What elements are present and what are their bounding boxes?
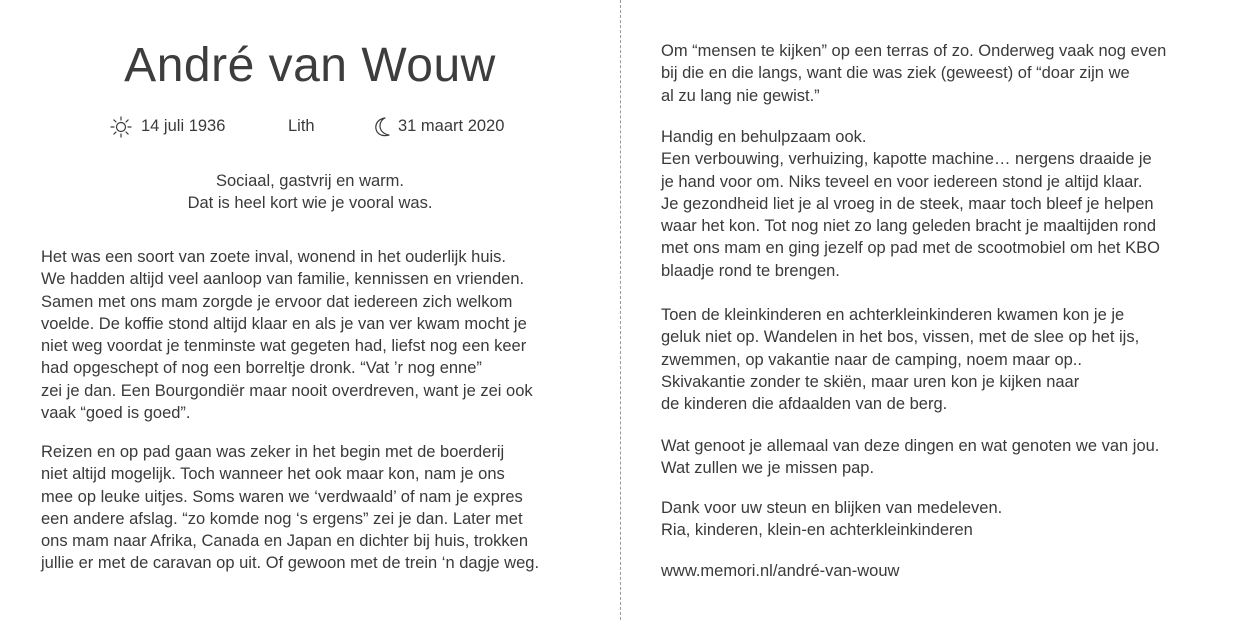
text-line: Dank voor uw steun en blijken van medeleven. — [661, 499, 1003, 517]
text-line: al zu lang nie gewist.” — [661, 86, 820, 105]
text-line: een andere afslag. “zo komde nog ‘s ergens” zei je dan. Later met — [41, 509, 523, 528]
text-line: Ria, kinderen, klein-en achterkleinkinderen — [661, 521, 973, 540]
text-line: voelde. De koffie stond altijd klaar en als je van ver kwam mocht je — [41, 314, 527, 333]
text-line: je hand voor om. Niks teveel en voor iedereen stond je altijd klaar. — [661, 172, 1143, 191]
deceased-name: André van Wouw — [124, 39, 496, 92]
paragraph-home — [41, 246, 533, 424]
paragraph-continued — [661, 40, 1166, 107]
birth-place: Lith — [288, 117, 315, 135]
text-line: geluk niet op. Wandelen in het bos, vissen, met de slee op het ijs, — [661, 328, 1140, 347]
life-dates — [0, 114, 620, 140]
text-line: zei je dan. Een Bourgondiër maar nooit overdreven, want je zei ook — [41, 381, 533, 400]
right-page — [622, 0, 1240, 620]
text-line: Om “mensen te kijken” op een terras of zo. Onderweg vaak nog even — [661, 42, 1167, 60]
text-line: bij die en die langs, want die was ziek (geweest) of “doar zijn we — [661, 64, 1130, 83]
text-line: niet weg voordat je tenminste wat gegeten had, liefst nog een keer — [41, 337, 527, 356]
text-line: mee op leuke uitjes. Soms waren we ‘verdwaald’ of nam je expres — [41, 487, 523, 506]
paragraph-miss — [661, 435, 1159, 480]
text-line: had opgeschept of nog een borreltje dronk. “Vat ’r nog enne” — [41, 359, 482, 378]
intro-line: Dat is heel kort wie je vooral was. — [187, 194, 433, 212]
text-line: Samen met ons mam zorgde je ervoor dat iedereen zich welkom — [41, 292, 513, 311]
text-line: We hadden altijd veel aanloop van familie, kennissen en vrienden. — [41, 270, 525, 289]
text-line: de kinderen die afdaalden van de berg. — [661, 395, 948, 414]
fold-divider — [620, 0, 621, 620]
death-date: 31 maart 2020 — [398, 117, 505, 135]
text-line: Handig en behulpzaam ook. — [661, 128, 867, 146]
text-line: Een verbouwing, verhuizing, kapotte machine… nergens draaide je — [661, 150, 1152, 169]
moon-icon — [372, 116, 392, 138]
intro-text — [0, 170, 620, 214]
intro-line: Sociaal, gastvrij en warm. — [216, 172, 404, 190]
text-line: Wat zullen we je missen pap. — [661, 459, 875, 478]
text-line: niet altijd mogelijk. Toch wanneer het ook maar kon, nam je ons — [41, 465, 505, 484]
text-line: Het was een soort van zoete inval, wonend in het ouderlijk huis. — [41, 248, 507, 266]
paragraph-thanks — [661, 497, 1002, 542]
text-line: ons mam naar Afrika, Canada en Japan en dichter bij huis, trokken — [41, 532, 529, 551]
paragraph-grandchildren — [661, 304, 1139, 415]
memorial-url — [661, 560, 899, 582]
paragraph-helpful — [661, 126, 1160, 282]
text-line: jullie er met de caravan op uit. Of gewoon met de trein ‘n dagje weg. — [41, 554, 540, 573]
text-line: met ons mam en ging jezelf op pad met de scootmobiel om het KBO — [661, 239, 1160, 258]
text-line: Reizen en op pad gaan was zeker in het begin met de boerderij — [41, 443, 505, 461]
text-line: zwemmen, op vakantie naar de camping, noem maar op.. — [661, 350, 1082, 369]
text-line: Toen de kleinkinderen en achterkleinkinderen kwamen kon je je — [661, 306, 1125, 324]
paragraph-travel — [41, 441, 539, 575]
text-line: blaadje rond te brengen. — [661, 261, 840, 280]
text-line: vaak “goed is goed”. — [41, 404, 191, 423]
text-line: Skivakantie zonder te skiën, maar uren kon je kijken naar — [661, 372, 1080, 391]
text-line: Je gezondheid liet je al vroeg in de steek, maar toch bleef je helpen — [661, 194, 1154, 213]
text-line: Wat genoot je allemaal van deze dingen en wat genoten we van jou. — [661, 437, 1160, 455]
url-text: www.memori.nl/andré-van-wouw — [661, 562, 900, 580]
sun-icon — [110, 116, 132, 138]
birth-date: 14 juli 1936 — [141, 117, 226, 135]
text-line: waar het kon. Tot nog niet zo lang geleden bracht je maaltijden rond — [661, 217, 1157, 236]
